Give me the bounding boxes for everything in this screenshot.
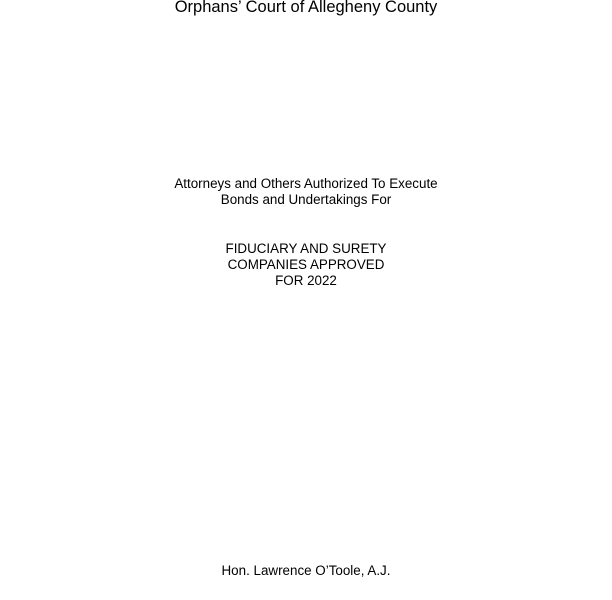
court-title: Orphans’ Court of Allegheny County bbox=[174, 0, 438, 16]
companies-heading bbox=[0, 241, 612, 289]
subtitle-block bbox=[0, 176, 612, 208]
judge-name: Hon. Lawrence O’Toole, A.J. bbox=[221, 563, 391, 578]
companies-heading-line: COMPANIES APPROVED bbox=[227, 257, 385, 272]
companies-heading-line: FOR 2022 bbox=[275, 273, 337, 288]
subtitle-line: Bonds and Undertakings For bbox=[220, 192, 392, 207]
subtitle-line: Attorneys and Others Authorized To Execute bbox=[174, 176, 438, 191]
companies-heading-line: FIDUCIARY AND SURETY bbox=[225, 241, 387, 256]
